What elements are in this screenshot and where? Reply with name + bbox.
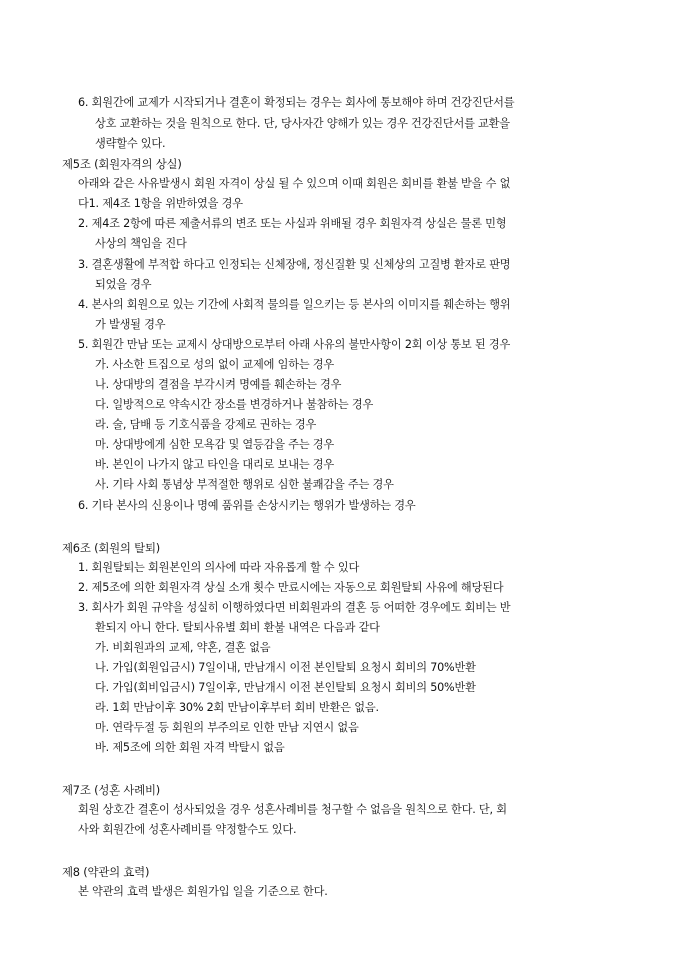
paragraph-line: 생략할수 있다. [95, 137, 166, 150]
paragraph-line: 2. 제5조에 의한 회원자격 상실 소개 횟수 만료시에는 자동으로 회원탈퇴 사유에 해당된다 [78, 581, 504, 594]
paragraph-line: 3. 회사가 회원 규약을 성실히 이행하였다면 비회원과의 결혼 등 어떠한 경우에도 회비는 반 [78, 601, 511, 614]
paragraph-line: 5. 회원간 만남 또는 교제시 상대방으로부터 아래 사유의 불만사항이 2회 이상 통보 된 경우 [78, 338, 511, 351]
paragraph-line: 라. 1회 만남이후 30% 2회 만남이후부터 회비 반환은 없음. [95, 701, 379, 714]
paragraph-line: 나. 상대방의 결점을 부각시켜 명예를 훼손하는 경우 [95, 378, 342, 391]
paragraph-line: 사상의 책임을 진다 [95, 237, 187, 250]
paragraph-line: 본 약관의 효력 발생은 회원가입 일을 기준으로 한다. [78, 885, 328, 898]
paragraph-line: 3. 결혼생활에 부적합 하다고 인정되는 신체장애, 정신질환 및 신체상의 고질병 환자로 판명 [78, 258, 511, 271]
paragraph-line: 마. 상대방에게 심한 모욕감 및 열등감을 주는 경우 [95, 438, 334, 451]
paragraph-line: 1. 회원탈퇴는 회원본인의 의사에 따라 자유롭게 할 수 있다 [78, 561, 360, 574]
paragraph-line: 2. 제4조 2항에 따른 제출서류의 변조 또는 사실과 위배될 경우 회원자격 상실은 물론 민형 [78, 217, 507, 230]
paragraph-line: 6. 기타 본사의 신용이나 명예 품위를 손상시키는 행위가 발생하는 경우 [78, 499, 416, 512]
paragraph-line: 다. 가입(회비입금시) 7일이후, 만남개시 이전 본인탈퇴 요청시 회비의 50%반환 [95, 681, 476, 694]
paragraph-line: 바. 본인이 나가지 않고 타인을 대리로 보내는 경우 [95, 458, 334, 471]
paragraph-line: 상호 교환하는 것을 원칙으로 한다. 단, 당사자간 양해가 있는 경우 건강진단서를 교환을 [95, 117, 510, 130]
paragraph-line: 나. 가입(회원입금시) 7일이내, 만남개시 이전 본인탈퇴 요청시 회비의 70%반환 [95, 661, 476, 674]
paragraph-line: 환되지 아니 한다. 탈퇴사유별 회비 환불 내역은 다음과 같다 [95, 621, 380, 634]
paragraph-line: 가. 사소한 트집으로 성의 없이 교제에 임하는 경우 [95, 358, 334, 371]
paragraph-line: 다1. 제4조 1항을 위반하였을 경우 [78, 197, 243, 210]
paragraph-line: 바. 제5조에 의한 회원 자격 박탈시 없음 [95, 741, 285, 754]
paragraph-line: 6. 회원간에 교제가 시작되거나 결혼이 확정되는 경우는 회사에 통보해야 하며 건강진단서를 [78, 96, 515, 109]
paragraph-line: 라. 술, 담배 등 기호식품을 강제로 권하는 경우 [95, 418, 317, 431]
paragraph-line: 다. 일방적으로 약속시간 장소를 변경하거나 불참하는 경우 [95, 398, 374, 411]
article-8-heading: 제8 (약관의 효력) [62, 865, 150, 879]
article-6-heading: 제6조 (회원의 탈퇴) [62, 541, 161, 555]
paragraph-line: 마. 연락두절 등 회원의 부주의로 인한 만남 지연시 없음 [95, 721, 359, 734]
paragraph-line: 회원 상호간 결혼이 성사되었을 경우 성혼사례비를 청구할 수 없음을 원칙으로 한다. 단, 회 [78, 803, 507, 816]
paragraph-line: 가. 비회원과의 교제, 약혼, 결혼 없음 [95, 641, 271, 654]
article-5-heading: 제5조 (회원자격의 상실) [62, 157, 182, 171]
paragraph-line: 되었을 경우 [95, 278, 152, 291]
paragraph-line: 사. 기타 사회 통념상 부적절한 행위로 심한 불쾌감을 주는 경우 [95, 478, 394, 491]
paragraph-line: 가 발생될 경우 [95, 318, 166, 331]
paragraph-line: 아래와 같은 사유발생시 회원 자격이 상실 될 수 있으며 이때 회원은 회비를 환불 받을 수 없 [78, 177, 511, 190]
paragraph-line: 사와 회원간에 성혼사례비를 약정할수도 있다. [78, 823, 297, 836]
paragraph-line: 4. 본사의 회원으로 있는 기간에 사회적 물의를 일으키는 등 본사의 이미지를 훼손하는 행위 [78, 298, 511, 311]
article-7-heading: 제7조 (성혼 사례비) [62, 783, 161, 797]
